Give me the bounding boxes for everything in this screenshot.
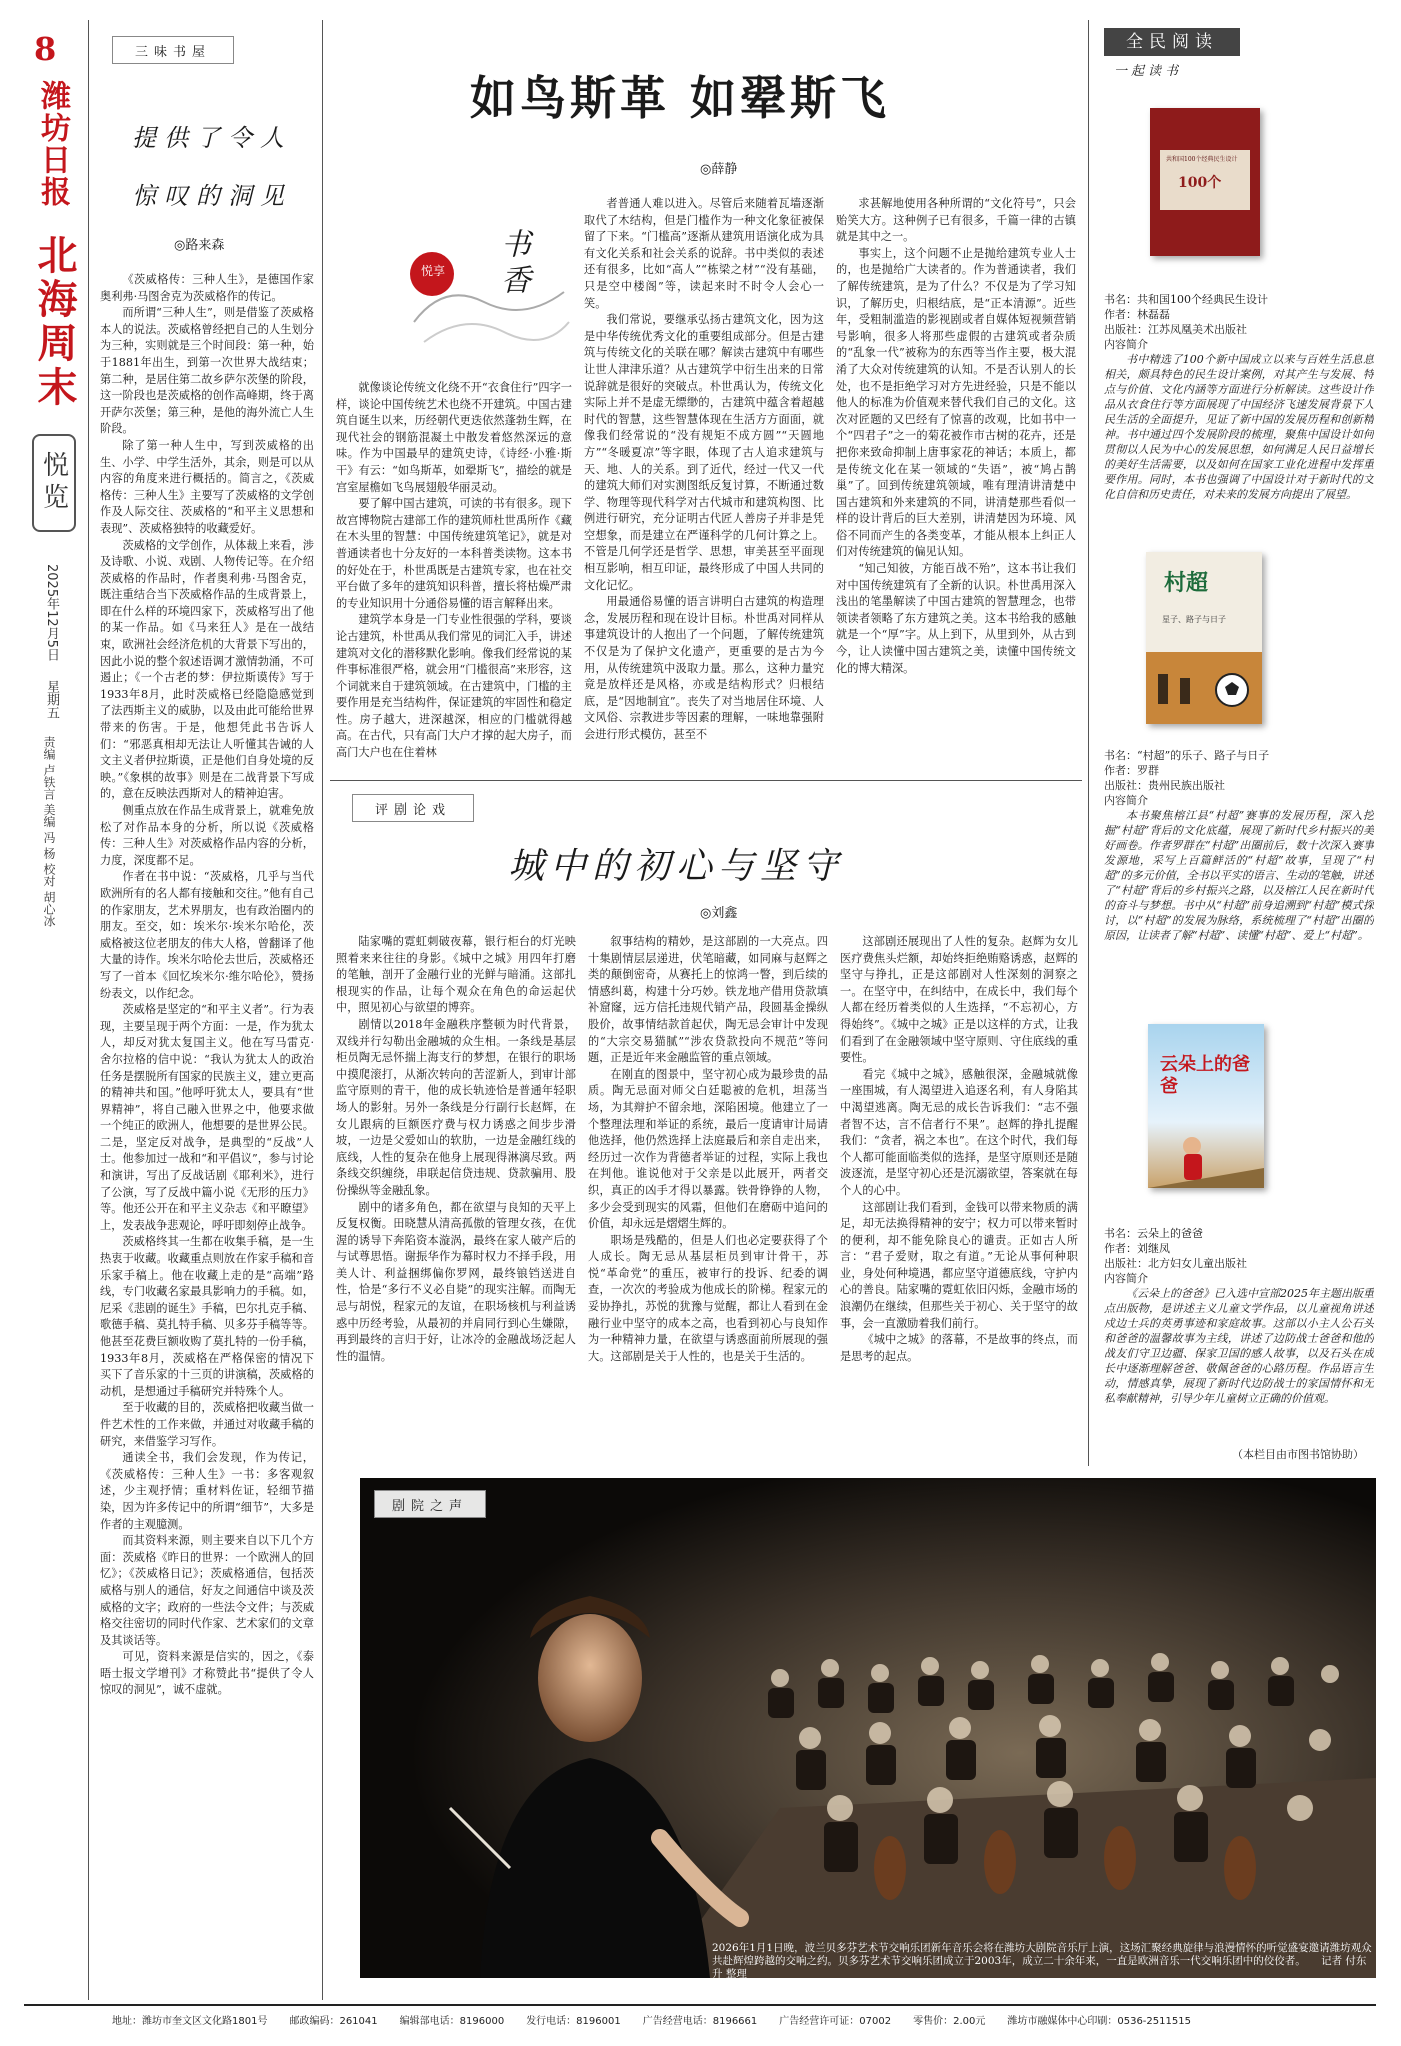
left-paragraph: 茨威格是坚定的“和平主义者”。行为表现，主要呈现于两个方面：一是，作为犹太人，却反对犹太复国主义。他在写马雷克·舍尔拉格的信中说：“我认为犹太人的政治任务是摆脱所有国家的民族主义，建立更高的精神共和国。”他呼吁犹太人，要具有“世界精神”，将自己融入世界之中，他要求做一个纯正的欧洲人，他想要的是世界公民。二是，坚定反对战争，是典型的“反战”人士。他参加过一战和“和平倡议”，参与讨论和演讲，写出了反战话剧《耶利米》，进行了公演，写了反战中篇小说《无形的压力》等。他还公开在和平主义杂志《和平瞭望》上，发表战争悲观论，呼吁即刻停止战争。 — [100, 1003, 314, 1232]
center-mid-paragraph: 在刚直的图景中，坚守初心成为最珍贵的品质。陶无忌面对师父白廷聪被的危机，坦荡当场，为其辩护不留余地，深陷困境。他建立了一个整理法理和举证的系统，最后一度请审计局请他选择，他仍然选择上法庭最后和亲自走出来，经历过一次作为背德者举证的过程，实际上我也在判他。谁说他对于父亲是以此展开，两者交织，真正的凶手才得以暴露。铁骨铮铮的人物，多少会受到现实的风霜，但他们在磨砺中追问的价值，却永远是熠熠生辉的。 — [588, 1067, 828, 1231]
center-top-author: ◎薛静 — [700, 162, 738, 177]
footer-edit-phone: 编辑部电话：8196000 — [399, 2016, 505, 2027]
right-header-big: 全民阅读 — [1104, 28, 1240, 56]
right-header-small: 一起读书 — [1114, 64, 1183, 79]
book-1-author: 作者：林磊磊 — [1104, 308, 1170, 321]
center-top-paragraph: 求甚解地使用各种所谓的“文化符号”，只会贻笑大方。这种例子已有很多，千篇一律的古镇就是其中之一。 — [836, 197, 1076, 244]
center-mid-paragraph: 剧中的诸多角色，都在欲望与良知的天平上反复权衡。田晓慧从清高孤傲的管理女孩，在优渥的诱导下奔陷资本漩涡，最终在家人破产后的与试尊思悟。谢振华作为幕时权力不择手段，用美人计、利益捆绑偏你罗网，最终锒铛送进自性，恰是“多行不义必自毙”的现实注解。而陶无忌与胡悦，程家元的友谊，在职场核机与利益诱惑中历经考验，从最初的并肩同行到心生嫌隙，再到最终的言归于好，让冰冷的金融战场泛起人性的温情。 — [336, 1200, 576, 1363]
paper-name: 潍坊日报 — [35, 80, 70, 208]
soccer-ball-icon — [1146, 652, 1262, 724]
left-article-title-1: 提供了令人 — [132, 124, 292, 152]
right-footnote: （本栏目由市图书馆协助） — [1232, 1448, 1364, 1461]
book-1-cover-count: 100个 — [1178, 175, 1222, 191]
center-top-title: 如鸟斯革 如翚斯飞 — [470, 71, 891, 125]
book-2-intro: 本书聚焦榕江县“村超”赛事的发展历程，深入挖掘“村超”背后的文化底蕴，展现了新时代乡村振兴的美好画卷。作者罗群在“村超”出圈前后，数十次深入赛事发源地，采写上百篇鲜活的“村超”故事，呈现了“村超”的多元价值，全书以平实的语言、生动的笔触，讲述了“村超”背后的乡村振兴之路，以及榕江人民在新时代的奋斗与梦想。书中从“村超”前身追溯到“村超”模式探讨，以“村超”的发展为脉络，系统梳理了“村超”出圈的原因，让读者了解“村超”、读懂“村超”、爱上“村超”。 — [1104, 809, 1374, 942]
issue-date: 2025年12月5日 — [44, 564, 59, 661]
center-mid-paragraph: 职场是残酷的，但是人们也必定要获得了个人成长。陶无忌从基层柜员到审计骨干，苏悦“革命党”的重压，被审行的投诉、纪委的调查，一次次的考验成为他成长的阶梯。程家元的妥协挣扎，苏悦的犹豫与觉醒，都让人看到在金融行业中坚守的成本之高，也看到初心与良知作为一种精神力量，在欲望与诱惑面前所展现的强大。这部剧是关于人性的，也是关于生活的。 — [588, 1233, 828, 1363]
book-1-publisher: 出版社：江苏凤凰美术出版社 — [1104, 323, 1247, 336]
footer-ad-phone: 广告经营电话：8196661 — [642, 2016, 758, 2027]
badge-left: 悦享 — [420, 264, 445, 278]
footer-printer: 潍坊市融媒体中心印刷：0536-2511515 — [1007, 2016, 1191, 2027]
book-2-cover-subtitle: 星子、路子与日子 — [1162, 615, 1226, 624]
center-top-col3 — [836, 196, 1076, 770]
book-1-intro-label: 内容简介 — [1104, 338, 1148, 351]
photo-credit: 记者 付东升 整理 — [712, 1955, 1367, 1980]
left-paragraph: 茨威格的文学创作，从体裁上来看，涉及诗歌、小说、戏剧、人物传记等。在介绍茨威格的作品时，作者奥利弗·马图舍克，既注重结合当下茨威格作品的生成背景上，即在什么样的环境四家下，茨威格写出了他的某一作品。如《马来狂人》是在一战结束，欧洲社会经济危机的大背景下写出的，因此小说的整个叙述语调才激情勃涌，不可遏止；《一个古老的梦：伊拉斯谟传》写于1933年8月，此时茨威格已经隐隐感觉到了法西斯主义的威胁，以及由此可能给世界带来的伤害。于是，他想凭此书告诉人们：“邪恶真相却无法让人听懂其告诫的人文主义者伊拉斯谟，正是他们自身处境的反映。”《象棋的故事》则是在二战背景下写成的，意在反映法西斯对人的精神迫害。 — [100, 538, 314, 801]
footer-rule — [24, 2004, 1376, 2006]
center-mid-paragraph: 看完《城中之城》，感触很深，金融城就像一座围城，有人渴望进入追逐名利，有人身陷其中渴望逃离。陶无忌的成长告诉我们：“志不强者智不达，言不信者行不果”。赵辉的挣扎提醒我们：“贪者，祸之本也”。在这个时代，我们每个人都可能面临类似的选择，是坚守原则还是随波逐流，是坚守初心还是沉溺欲望，答案就在每个人的心中。 — [840, 1067, 1078, 1197]
section-tag-mid — [352, 794, 474, 822]
book-3-author: 作者：刘继凤 — [1104, 1242, 1170, 1255]
photo-caption-text: 2026年1月1日晚，波兰贝多芬艺术节交响乐团新年音乐会将在潍坊大剧院音乐厅上演，这场汇聚经典旋律与浪漫情怀的听觉盛宴邀请潍坊观众共赴辉煌跨越的交响之约。贝多芬艺术节交响乐团成立于2003年，成立二十余年来，一直是欧洲音乐一代交响乐团中的佼佼者。 — [712, 1942, 1372, 1967]
left-paragraph: 可见，资料来源是信实的，因之，《泰晤士报文学增刊》才称赞此书“提供了令人惊叹的洞见”，诚不虚就。 — [100, 1650, 314, 1697]
column-badge — [32, 434, 76, 532]
center-mid-paragraph: 这部剧让我们看到，金钱可以带来物质的满足，却无法换得精神的安宁；权力可以带来暂时的便利，却不能免除良心的谴责。正如古人所言：“君子爱财，取之有道。”无论从事何种职业，身处何种境遇，都应坚守道德底线，守护内心的善良。陆家嘴的霓虹依旧闪烁，金融市场的浪潮仍在继续，但那些关于初心、关于坚守的故事，会一直激励着我们前行。 — [840, 1200, 1078, 1330]
section-label: 评剧论戏 — [374, 802, 451, 818]
center-top-col2 — [584, 196, 824, 770]
center-mid-title: 城中的初心与坚守 — [508, 846, 845, 887]
section-tag-photo — [374, 1490, 486, 1518]
center-top-paragraph: 事实上，这个问题不止是抛给建筑专业人士的，也是抛给广大读者的。作为普通读者，我们了解传统建筑，是为了什么？不仅是为了学习知识，了解历史，归根结底，是“正本清源”。近些年，受粗制滥造的影视剧或者自媒体短视频营销号影响，很多人将那些虚假的古建筑或者杂质的“乱象一代”被称为的东西等当作主要，极大混淆了大众对传统建筑的认知。不是否认别人的长处，也不是拒绝学习对方先进经验，只是不能以他人的标准为价值观来替代我们自己的文化。这次对匠题的又巴经有了惊喜的改观，比如书中一个“四君子”之一的菊花被作市古树的花卉，还是把你来致命抑制上唐事家花的神话；本质上，都是传统文化在某一领域的“失语”，被“鸠占鹊巢”了。回到传统建筑领域，唯有理清讲清楚中国古建筑和外来建筑的不同，讲清楚那些看似一样的设计背后的巨大差别，讲清楚因为环境、风俗不同而产生的各类变革，才能从根本上纠正人们对传统建筑的偏见认知。 — [836, 246, 1076, 559]
footer-postcode: 邮政编码：261041 — [289, 2016, 378, 2027]
left-paragraph: 侧重点放在作品生成背景上，就难免放松了对作品本身的分析，所以说《茨威格传：三种人生》对茨威格作品内容的分析，力度，深度都不足。 — [100, 804, 314, 867]
center-mid-col3 — [840, 934, 1078, 1430]
right-divider — [1088, 20, 1089, 1466]
book-1-info — [1104, 292, 1374, 502]
book-cover-3 — [1148, 1024, 1264, 1188]
right-header — [1104, 28, 1244, 84]
footer-distribution-phone: 发行电话：8196001 — [526, 2016, 621, 2027]
book-2-publisher: 出版社：贵州民族出版社 — [1104, 779, 1225, 792]
center-mid-paragraph: 这部剧还展现出了人性的复杂。赵辉为女儿医疗费焦头烂额，却始终拒绝贿赂诱惑，赵辉的坚守与挣扎，正是这部剧对人性深刻的洞察之一。在坚守中，在纠结中，在成长中，我们每个人都在经历着类似的人生选择，“不忘初心，方得始终”。《城中之城》正是以这样的方式，让我们看到了在金融领域中坚守原则、守住底线的重要性。 — [840, 935, 1078, 1065]
left-divider — [322, 20, 323, 2000]
book-cover-1 — [1150, 108, 1260, 256]
left-article-author: ◎路来森 — [174, 238, 225, 253]
center-top-paragraph: 我们常说，要继承弘扬古建筑文化，因为这是中华传统优秀文化的重要组成部分。但是古建筑与传统文化的关联在哪？解读古建筑中有哪些让世人津津乐道？从古建筑学中衍生出来的日常说辞就是很好的突破点。朴世禹认为，传统文化实际上并不是虚无缥缈的，古建筑中蕴含着超越时代的智慧，这些智慧体现在生活方方面面，就像我们经常说的“没有规矩不成方圆”“天圆地方”“冬暖夏凉”等字眼，体现了古人追求建筑与天、地、人的关系。到了近代，经过一代又一代的建筑大师们对实测图纸反复讨算，不断通过数学、物理等现代科学对古代城市和建筑构图、比例进行研究，充分证明古代匠人善房子并非是凭空想象，而是建立在严谨科学的几何计算之上。不管是几何学还是哲学、思想，审美甚至平面现相互影响，相互印证，最终形成了中国人共同的文化记忆。 — [584, 313, 824, 592]
book-3-cover-title: 云朵上的爸爸 — [1160, 1054, 1250, 1097]
footer-price: 零售价：2.00元 — [913, 2016, 986, 2027]
center-top-paragraph: “知己知彼，方能百战不殆”，这本书让我们对中国传统建筑有了全新的认识。朴世禹用深入浅出的笔墨解读了中国古建筑的智慧理念，也带领读者领略了东方建筑之美。这本书给我的感触就是一个“厚”字。从上到下，从里到外，从古到今，让人读懂中国古建筑之美，读懂中国传统文化的博大精深。 — [836, 562, 1076, 675]
orchestra-photo — [360, 1478, 1376, 1978]
left-article-body — [100, 272, 314, 2002]
page-number: 8 — [34, 30, 57, 68]
book-2-author: 作者：罗群 — [1104, 764, 1159, 777]
center-top-paragraph: 用最通俗易懂的语言讲明白古建筑的构造理念，发展历程和现在设计目标。朴世禹对同样从事建筑设计的人抱出了一个问题，了解传统建筑不仅是为了保护文化遗产，更重要的是古为今用，从传统建筑中汲取力量。那么，这种力量究竟是放样还是风格，亦或是结构形式？归根结底，是“因地制宜”。丧失了对当地居住环境、人文风俗、宗教进步等因素的理解，一味地靠强附会进行形式模仿，甚至不 — [584, 595, 824, 741]
center-mid-paragraph: 剧情以2018年金融秩序整顿为时代背景，双线并行勾勒出金融城的众生相。一条线是基层柜员陶无忌怀揣上海支行的梦想，在银行的职场中摸爬滚打，从渐次转向的苦涩新人，到审计部监守原则的青干，他的成长轨迹恰是普通年轻职场人的影射。另外一条线是分行副行长赵辉，在女儿跟病的巨额医疗费与权力诱惑之间步步滑坡，一边是父爱如山的软肋，一边是金融红线的底线，人性的复杂在他身上展现得淋漓尽致。两条线交织缠绕，串联起信贷违规、贷款骗用、股份操纵等金融乱象。 — [336, 1017, 576, 1197]
book-2-cover-title: 村超 — [1164, 570, 1209, 596]
masthead — [24, 24, 84, 964]
boy-illustration-icon — [1148, 1128, 1264, 1188]
footer-ad-license: 广告经营许可证：07002 — [779, 2016, 892, 2027]
center-top-paragraph: 就像谈论传统文化绕不开“衣食住行”四字一样，谈论中国传统艺术也绕不开建筑。中国古建筑自诞生以来，历经朝代更迭依然蓬勃生辉，在现代社会的钢筋混凝土中散发着悠然深远的意味。作为中国最早的建筑史诗，《诗经·小雅·斯干》有云：“如鸟斯革，如翚斯飞”，描绘的就是宫室屋檐如飞鸟展翅般华丽灵动。 — [336, 381, 572, 494]
left-paragraph: 茨威格终其一生都在收集手稿，是一生热衷于收藏。收藏重点则放在作家手稿和音乐家手稿上。他在收藏上走的是“高端”路线，专门收藏名家最具影响力的手稿。如，尼采《悲剧的诞生》手稿，巴尔扎克手稿、歌德手稿、莫扎特手稿、贝多芬手稿等等。他甚至花费巨额收购了莫扎特的一份手稿，1933年8月，茨威格在严格保密的情况下买下了音乐家的十三页的讲演稿，茨威格的动机，是想通过手稿研究并特殊个人。 — [100, 1235, 314, 1398]
center-mid-paragraph: 叙事结构的精妙，是这部剧的一大亮点。四十集剧情层层递进，伏笔暗藏，如同麻与赵辉之类的颠倒密奇，从赛托上的惊鸿一瞥，到后续的情感纠葛，构建十分巧妙。铁龙地产借用贷款填补窟窿，远方信托违规代销产品，段圆基金操纵股价，故事情结款首起伏，陶无忌会审计中发现的“大宗交易猫腻”“涉农贷款投向不规范”等问题，正是近年来金融监管的重点领域。 — [588, 935, 828, 1065]
center-top-paragraph: 建筑学本身是一门专业性很强的学科，要谈论古建筑，朴世禹从我们常见的词汇入手，讲述建筑对文化的潜移默化影响。像我们经常说的某件事标准很严格，就会用“门槛很高”来形容，这个词就来自于建筑领域。在古建筑中，门槛的主要作用是充当结构件，保证建筑的牢固性和稳定性。房子越大，进深越深，相应的门槛就得越高。在古代，只有高门大户才撑的起大房子，而高门大户也在住着林 — [336, 613, 572, 760]
masthead-divider — [88, 20, 89, 2000]
photo-caption — [712, 1942, 1372, 1981]
left-paragraph: 而其资料来源，则主要来自以下几个方面：茨威格《昨日的世界：一个欧洲人的回忆》；《茨威格日记》；茨威格通信，包括茨威格与别人的通信，好友之间通信中谈及茨威格的文字；政府的一些法令文件；与茨威格交往密切的同时代作家、艺术家们的文章及其谈话等。 — [100, 1534, 314, 1647]
left-paragraph: 除了第一种人生中，写到茨威格的出生、小学、中学生活外，其余，则是可以从内容的角度来进行概括的。简言之，《茨威格传：三种人生》主要写了茨威格的文学创作及人际交往、茨威格的“和平主义思想和表现”、茨威格独特的收藏爱好。 — [100, 438, 314, 535]
center-divider-1 — [330, 780, 1082, 781]
center-mid-paragraph: 陆家嘴的霓虹刺破夜幕，银行柜台的灯光映照着来来往往的身影。《城中之城》用四年打磨的笔触，剖开了金融行业的光鲜与暗涌。这部扎根现实的作品，让每个观众在角色的命运起伏中，照见初心与欲望的博弈。 — [336, 935, 576, 1015]
center-top-col1 — [336, 380, 572, 770]
book-3-publisher: 出版社：北方妇女儿童出版社 — [1104, 1257, 1247, 1270]
center-mid-paragraph: 《城中之城》的落幕，不是故事的终点，而是思考的起点。 — [840, 1333, 1078, 1363]
left-paragraph: 至于收藏的目的，茨威格把收藏当做一件艺术性的工作来做，并通过对收藏手稿的研究，来借鉴学习写作。 — [100, 1401, 314, 1448]
weekday: 星期五 — [44, 680, 59, 719]
book-2-name: 书名：“村超”的乐子、路子与日子 — [1104, 749, 1270, 762]
footer-address: 地址：潍坊市奎文区文化路1801号 — [112, 2016, 268, 2027]
center-mid-author: ◎刘鑫 — [700, 906, 738, 921]
center-mid-col1 — [336, 934, 576, 1430]
editors: 责编 卢铁言 美编 冯 杨 校对 胡心冰 — [42, 736, 56, 927]
book-3-intro: 《云朵上的爸爸》已入选中宣部2025年主题出版重点出版物，是讲述主义儿童文学作品，以儿童视角讲述戍边士兵的英勇事迹和家庭故事。这部以小主人公石头和爸爸的温馨故事为主线，讲述了边防战士爸爸和他的战友们守卫边疆、保家卫国的感人故事，以及石头在成长中逐渐理解爸爸、敬佩爸爸的心路历程。作品语言生动，情感真挚，展现了新时代边防战士的家国情怀和无私奉献精神，引导少年儿童树立正确的价值观。 — [1104, 1287, 1374, 1405]
section-tag-left — [112, 36, 234, 64]
book-1-name: 书名：共和国100个经典民生设计 — [1104, 293, 1268, 306]
book-3-name: 书名：云朵上的爸爸 — [1104, 1227, 1203, 1240]
footer — [112, 2012, 1372, 2032]
column-name: 悦览 — [38, 451, 69, 515]
book-3-info — [1104, 1226, 1374, 1446]
reading-badge — [404, 222, 574, 372]
left-paragraph: 《茨威格传：三种人生》，是德国作家奥利弗·马图舍克为茨威格作的传记。 — [100, 273, 314, 303]
orchestra-image — [360, 1478, 1376, 1978]
center-top-paragraph: 者普通人难以进入。尽管后来随着瓦墙逐渐取代了木结构，但是门槛作为一种文化象征被保留了下来。“门槛高”逐渐从建筑用语演化成为具有文化关系和社会关系的说辞。书中类似的表述还有很多，比如“高人”“栋梁之材”“没有基础，只是空中楼阁”等，读起来时不时令人会心一笑。 — [584, 197, 824, 310]
book-1-intro: 书中精选了100个新中国成立以来与百姓生活息息相关，颇具特色的民生设计案例，对其产生与发展、特点与价值、文化内涵等方面进行分析解读。这些设计作品从衣食住行等方面展现了中国经济飞速发展背景下人民生活的全面提升，见证了新中国的发展历程和创新精神。书中通过四个发展阶段的梳理，聚焦中国设计如何贯彻以人民为中心的发展思想，如何满足人民日益增长的美好生活需要，以及如何在国家工业化进程中发挥重要作用。同时，本书也强调了中国设计对于新时代的文化自信和历史责任，对未来的发展方向提出了展望。 — [1104, 353, 1374, 501]
book-2-intro-label: 内容简介 — [1104, 794, 1148, 807]
book-2-info — [1104, 748, 1374, 984]
left-paragraph: 通读全书，我们会发现，作为传记，《茨威格传：三种人生》一书：多客观叙述，少主观抒情；重材料佐证，轻细节描染，因为许多传记中的所谓“细节”，大多是作者的主观臆测。 — [100, 1451, 314, 1531]
book-3-intro-label: 内容简介 — [1104, 1272, 1148, 1285]
center-mid-col2 — [588, 934, 828, 1430]
left-paragraph: 作者在书中说：“茨威格，几乎与当代欧洲所有的名人都有接触和交往。”他有自己的作家朋友，艺术界朋友，也有政治圈内的朋友。至交，如：埃米尔·埃米尔哈伦，茨威格被这位老朋友的伟大人格，曾翻译了他大量的诗作。埃米尔哈伦去世后，茨威格还写了一首本《回忆埃米尔·维尔哈伦》，赞扬纷表文，以作纪念。 — [100, 870, 314, 1000]
badge-ornament-icon — [404, 222, 574, 372]
badge-right: 书香 — [495, 228, 530, 300]
left-article-title-2: 惊叹的洞见 — [132, 182, 292, 210]
section-label: 三味书屋 — [134, 44, 211, 60]
left-paragraph: 而所谓“三种人生”，则是借鉴了茨威格本人的说法。茨威格曾经把自己的人生划分为三种，实则就是三个时间段：第一种，始于1881年出生，到第一次世界大战结束；第二种，是居住第二故乡萨尔茨堡的阶段，这一阶段也是茨威格的创作高峰期，终于离开萨尔茨堡；第三种，是他的海外流亡人生阶段。 — [100, 306, 314, 436]
supplement-name: 北海周末 — [31, 234, 78, 410]
book-cover-2 — [1146, 552, 1262, 724]
book-1-cover-title: 共和国100个经典民生设计 — [1166, 156, 1238, 163]
center-top-paragraph: 要了解中国古建筑，可读的书有很多。现下故宫博物院古建部工作的建筑师杜世禹所作《藏在木头里的智慧：中国传统建筑笔记》，就是对普通读者也十分友好的一本科普类读物。这本书的好处在于，朴世禹既是古建筑专家，也在社交平台做了多年的建筑知识科普，擅长将枯燥严肃的专业知识用十分通俗易懂的语言解释出来。 — [336, 497, 572, 610]
section-label: 剧院之声 — [391, 1498, 468, 1514]
